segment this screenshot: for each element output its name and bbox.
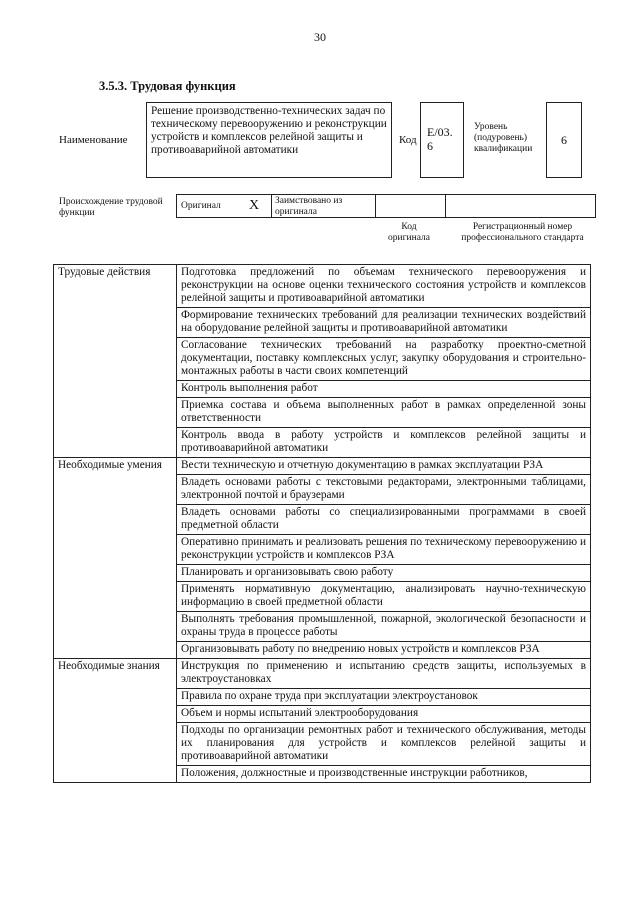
section-item: Инструкция по применению и испытанию средств защиты, используемых в электроустановках — [177, 659, 591, 689]
section-item: Объем и нормы испытаний электрооборудования — [177, 706, 591, 723]
level-value-box: 6 — [546, 102, 582, 178]
function-details-table — [53, 264, 591, 783]
section-item: Выполнять требования промышленной, пожарной, экологической безопасности и охраны труда в процессе работы — [177, 612, 591, 642]
section-item: Подготовка предложений по объемам технического перевооружения и реконструкции на основе оценки технического состояния устройств и комплексов релейной защиты и противоаварийной автоматики — [177, 265, 591, 308]
section-item: Планировать и организовывать свою работу — [177, 565, 591, 582]
function-name-box: Решение производственно-технических задач по техническому перевооружению и реконструкции устройств и комплексов релейной защиты и противоаварийной автоматики — [146, 102, 392, 178]
origin-divider — [445, 195, 446, 217]
origin-divider — [271, 195, 272, 217]
section-item: Владеть основами работы со специализированными программами в своей предметной области — [177, 505, 591, 535]
section-title: Необходимые умения — [54, 458, 177, 659]
code-label: Код — [399, 134, 417, 146]
level-label: Уровень (подуровень) квалификации — [474, 122, 533, 154]
section-title: Необходимые знания — [54, 659, 177, 783]
reg-number-caption: Регистрационный номер профессионального стандарта — [461, 222, 584, 243]
section-item: Правила по охране труда при эксплуатации электроустановок — [177, 689, 591, 706]
section-item: Подходы по организации ремонтных работ и технического обслуживания, методы их планирования для устройств и комплексов релейной защиты и противоаварийной автоматики — [177, 723, 591, 766]
section-title: Трудовые действия — [54, 265, 177, 458]
original-label: Оригинал — [181, 201, 221, 211]
borrowed-label: Заимствовано из оригинала — [275, 196, 343, 217]
section-item: Организовывать работу по внедрению новых устройств и комплексов РЗА — [177, 642, 591, 659]
code-value-box: E/03. 6 — [420, 102, 464, 178]
section-item: Владеть основами работы с текстовыми редакторами, электронными таблицами, электронной почтой и браузерами — [177, 475, 591, 505]
section-item: Приемка состава и объема выполненных работ в рамках определенной зоны ответственности — [177, 398, 591, 428]
section-item: Вести техническую и отчетную документацию в рамках эксплуатации РЗА — [177, 458, 591, 475]
table-row — [54, 458, 591, 475]
section-item: Контроль выполнения работ — [177, 381, 591, 398]
section-item: Согласование технических требований на разработку проектно-сметной документации, поставку комплексных услуг, закупку оборудования и строительно-монтажных работы в части своих компетенций — [177, 338, 591, 381]
code-original-caption: Код оригинала — [388, 222, 430, 243]
name-label: Наименование — [59, 134, 128, 146]
table-row — [54, 265, 591, 308]
section-item: Контроль ввода в работу устройств и комплексов релейной защиты и противоаварийной автоматики — [177, 428, 591, 458]
table-row — [54, 659, 591, 689]
section-item: Оперативно принимать и реализовать решения по техническому перевооружению и реконструкции устройств и комплексов РЗА — [177, 535, 591, 565]
original-mark: X — [249, 198, 260, 213]
origin-box — [176, 194, 596, 218]
section-item: Положения, должностные и производственные инструкции работников, — [177, 766, 591, 783]
origin-divider — [375, 195, 376, 217]
page-number: 30 — [314, 30, 326, 44]
section-heading: 3.5.3. Трудовая функция — [99, 79, 236, 93]
origin-label: Происхождение трудовой функции — [59, 197, 163, 218]
section-item: Формирование технических требований для реализации технических воздействий на оборудование релейной защиты и противоаварийной автоматики — [177, 308, 591, 338]
section-item: Применять нормативную документацию, анализировать научно-техническую информацию в своей предметной области — [177, 582, 591, 612]
